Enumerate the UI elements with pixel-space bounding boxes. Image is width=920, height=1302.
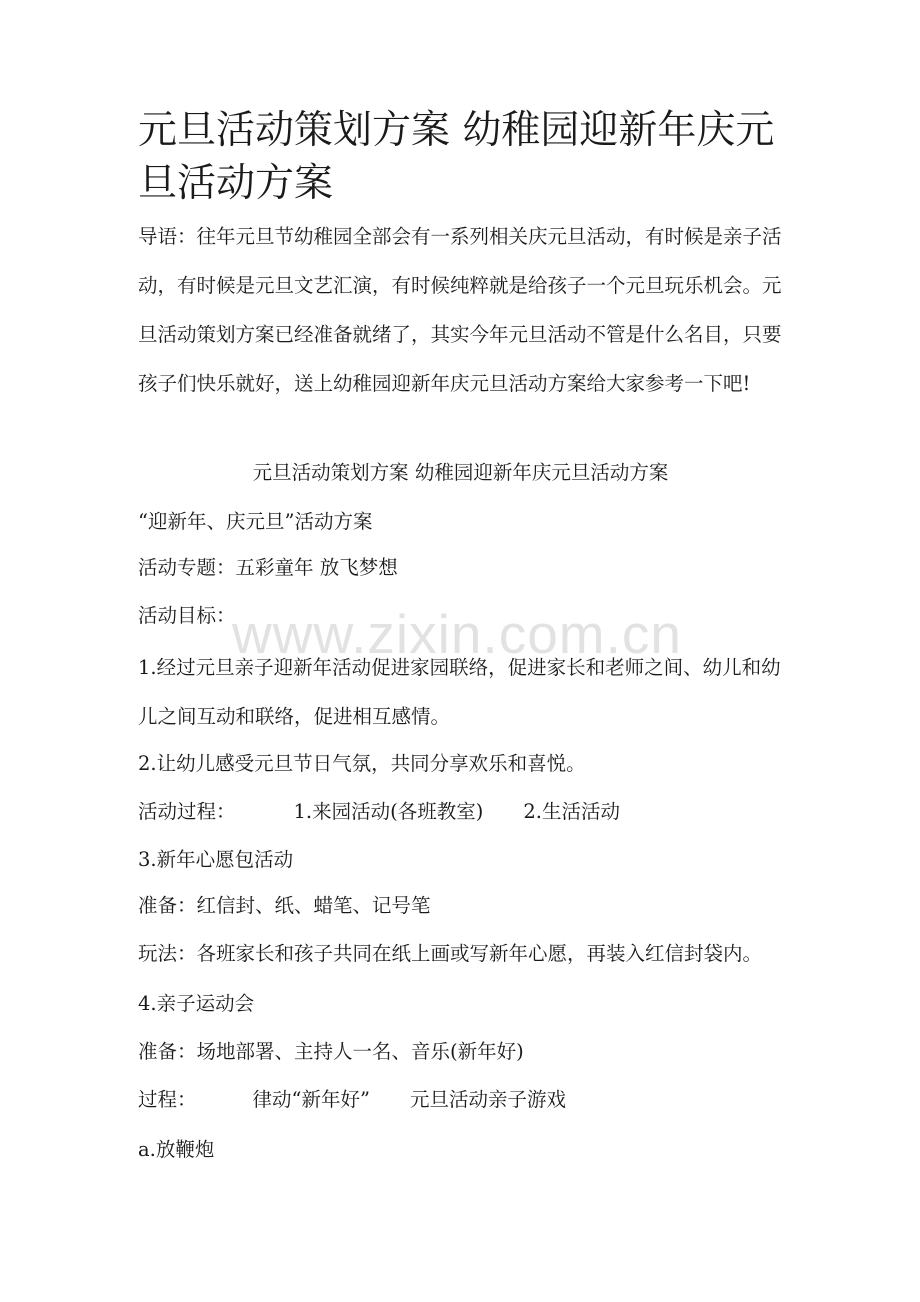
goal-2: 2.让幼儿感受元旦节日气氛，共同分享欢乐和喜悦。 [138, 752, 586, 775]
item-3-play: 玩法：各班家长和孩子共同在纸上画或写新年心愿，再装入红信封袋内。 [138, 942, 763, 965]
process-item-1: 1.来园活动(各班教室) [293, 800, 484, 823]
document-title: 元旦活动策划方案 幼稚园迎新年庆元旦活动方案 [138, 108, 775, 206]
process-label: 活动过程： [138, 800, 236, 823]
process-line [138, 797, 620, 827]
item-4-process-label: 过程： [138, 1088, 197, 1111]
process-item-2: 2.生活活动 [523, 800, 620, 823]
item-4-preparation: 准备：场地部署、主持人一名、音乐(新年好) [138, 1040, 524, 1063]
item-3-preparation: 准备：红信封、纸、蜡笔、记号笔 [138, 894, 431, 917]
goal-1: 1.经过元旦亲子迎新年活动促进家园联络，促进家长和老师之间、幼儿和幼儿之间互动和联络，促进相互感情。 [138, 656, 781, 728]
item-4-heading: 4.亲子运动会 [138, 992, 255, 1015]
plan-name: “迎新年、庆元旦”活动方案 [138, 510, 373, 533]
item-a: a.放鞭炮 [138, 1138, 215, 1161]
item-3-heading: 3.新年心愿包活动 [138, 848, 294, 871]
item-4-process-a: 律动“新年好” [252, 1088, 370, 1111]
item-4-process-b: 元旦活动亲子游戏 [409, 1088, 566, 1111]
activity-theme: 活动专题：五彩童年 放飞梦想 [138, 556, 398, 579]
centered-subtitle: 元旦活动策划方案 幼稚园迎新年庆元旦活动方案 [252, 461, 669, 484]
watermark: www.zixin.com.cn [232, 603, 682, 665]
intro-paragraph: 导语：往年元旦节幼稚园全部会有一系列相关庆元旦活动，有时候是亲子活动，有时候是元旦文艺汇演，有时候纯粹就是给孩子一个元旦玩乐机会。元旦活动策划方案已经准备就绪了，其实今年元旦活动不管是什么名目，只要孩子们快乐就好，送上幼稚园迎新年庆元旦活动方案给大家参考一下吧! [138, 225, 782, 395]
item-4-process-line [138, 1085, 566, 1115]
goals-label: 活动目标： [138, 604, 236, 627]
